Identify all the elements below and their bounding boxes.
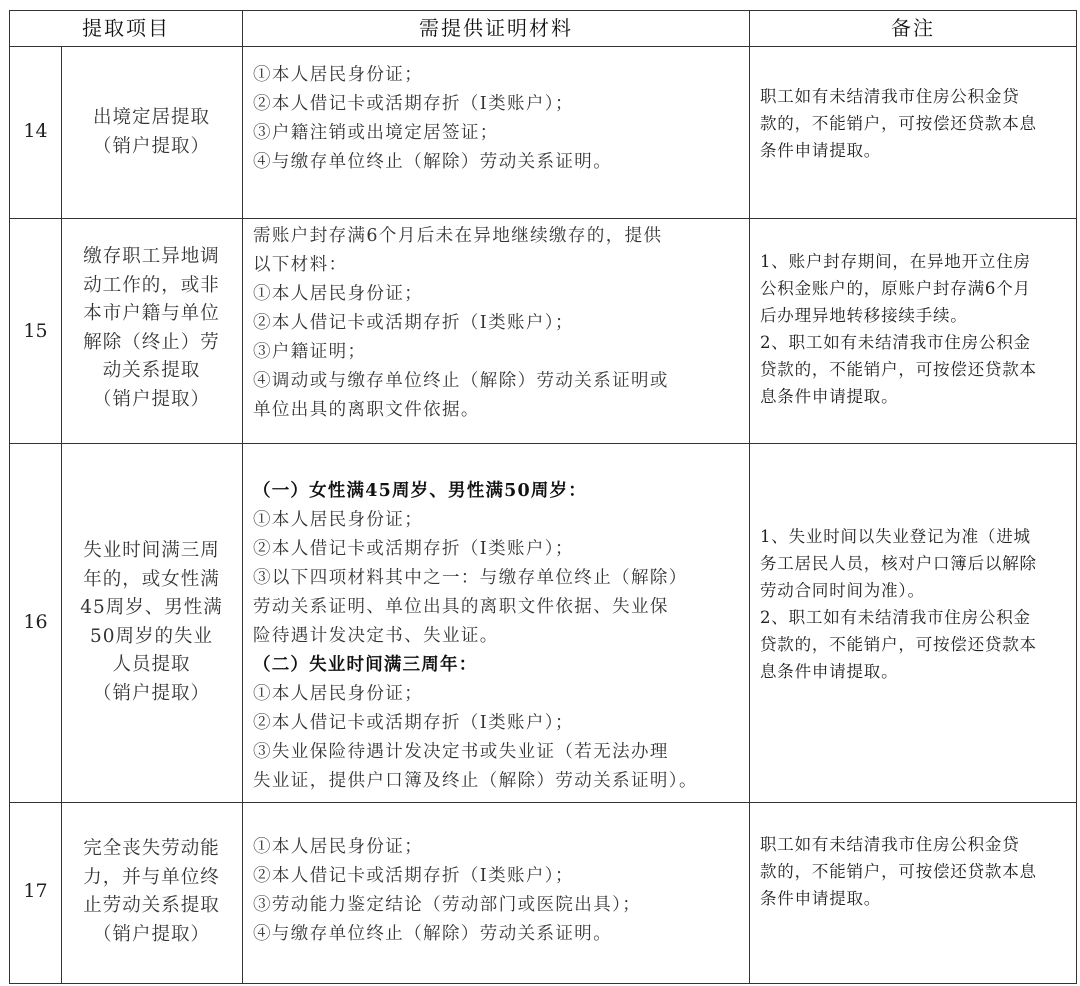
- column-divider: [749, 10, 750, 984]
- row-item: 缴存职工异地调 动工作的，或非 本市户籍与单位 解除（终止）劳 动关系提取 （销户提取）: [83, 246, 220, 410]
- row-item: 失业时间满三周 年的，或女性满 45周岁、男性满 50周岁的失业 人员提取 （销户提取）: [80, 540, 223, 704]
- row-materials: （一）女性满45周岁、男性满50周岁： ①本人居民身份证； ②本人借记卡或活期存折（Ⅰ类账户）； ③以下四项材料其中之一：与缴存单位终止（解除） 劳动关系证明、单位出具的离职文件依据、失业保 险待遇计发决定书、失业证。 （二）失业时间满三周年： ①本人居民身份证； ②本人借记卡或活期存折（Ⅰ类账户）； ③失业保险待遇计发决定书或失业证（若无法办理 失业证，提供户口簿及终止（解除）劳动关系证明）。: [253, 481, 698, 791]
- header-divider: [9, 46, 1077, 47]
- row-notes: 职工如有未结清我市住房公积金贷 款的，不能销户，可按偿还贷款本息 条件申请提取。: [760, 835, 1037, 908]
- row-materials: 需账户封存满6个月后未在异地继续缴存的，提供 以下材料： ①本人居民身份证； ②本人借记卡或活期存折（Ⅰ类账户）； ③户籍证明； ④调动或与缴存单位终止（解除）劳动关系证明或 单位出具的离职文件依据。: [253, 226, 669, 420]
- row-notes: 1、失业时间以失业登记为准（进城 务工居民人员，核对户口簿后以解除 劳动合同时间为准）。 2、职工如有未结清我市住房公积金 贷款的，不能销户，可按偿还贷款本 息条件申请提取。: [760, 527, 1037, 681]
- row-notes: 职工如有未结清我市住房公积金贷 款的，不能销户，可按偿还贷款本息 条件申请提取。: [760, 87, 1037, 160]
- column-divider: [242, 10, 243, 984]
- row-number: 15: [23, 320, 48, 342]
- header-notes-column: 备注: [891, 16, 935, 40]
- table-border-right: [1076, 10, 1077, 984]
- row-notes: 1、账户封存期间，在异地开立住房 公积金账户的，原账户封存满6个月 后办理异地转移接续手续。 2、职工如有未结清我市住房公积金 贷款的，不能销户，可按偿还贷款本 息条件申请提取。: [760, 252, 1037, 406]
- row-item: 出境定居提取 （销户提取）: [92, 107, 210, 157]
- header-item-column: 提取项目: [82, 16, 170, 40]
- row-divider: [9, 802, 1077, 803]
- row-number: 17: [23, 880, 48, 902]
- row-number: 14: [23, 120, 48, 142]
- row-divider: [9, 218, 1077, 219]
- row-materials: ①本人居民身份证； ②本人借记卡或活期存折（Ⅰ类账户）； ③劳动能力鉴定结论（劳动部门或医院出具）； ④与缴存单位终止（解除）劳动关系证明。: [253, 837, 642, 944]
- row-divider: [9, 443, 1077, 444]
- row-item: 完全丧失劳动能 力，并与单位终 止劳动关系提取 （销户提取）: [83, 838, 220, 945]
- row-materials: ①本人居民身份证； ②本人借记卡或活期存折（Ⅰ类账户）； ③户籍注销或出境定居签证； ④与缴存单位终止（解除）劳动关系证明。: [253, 65, 613, 172]
- table-border-left: [9, 10, 10, 984]
- row-number: 16: [23, 611, 48, 633]
- table-border-bottom: [9, 983, 1077, 984]
- header-materials-column: 需提供证明材料: [419, 16, 573, 40]
